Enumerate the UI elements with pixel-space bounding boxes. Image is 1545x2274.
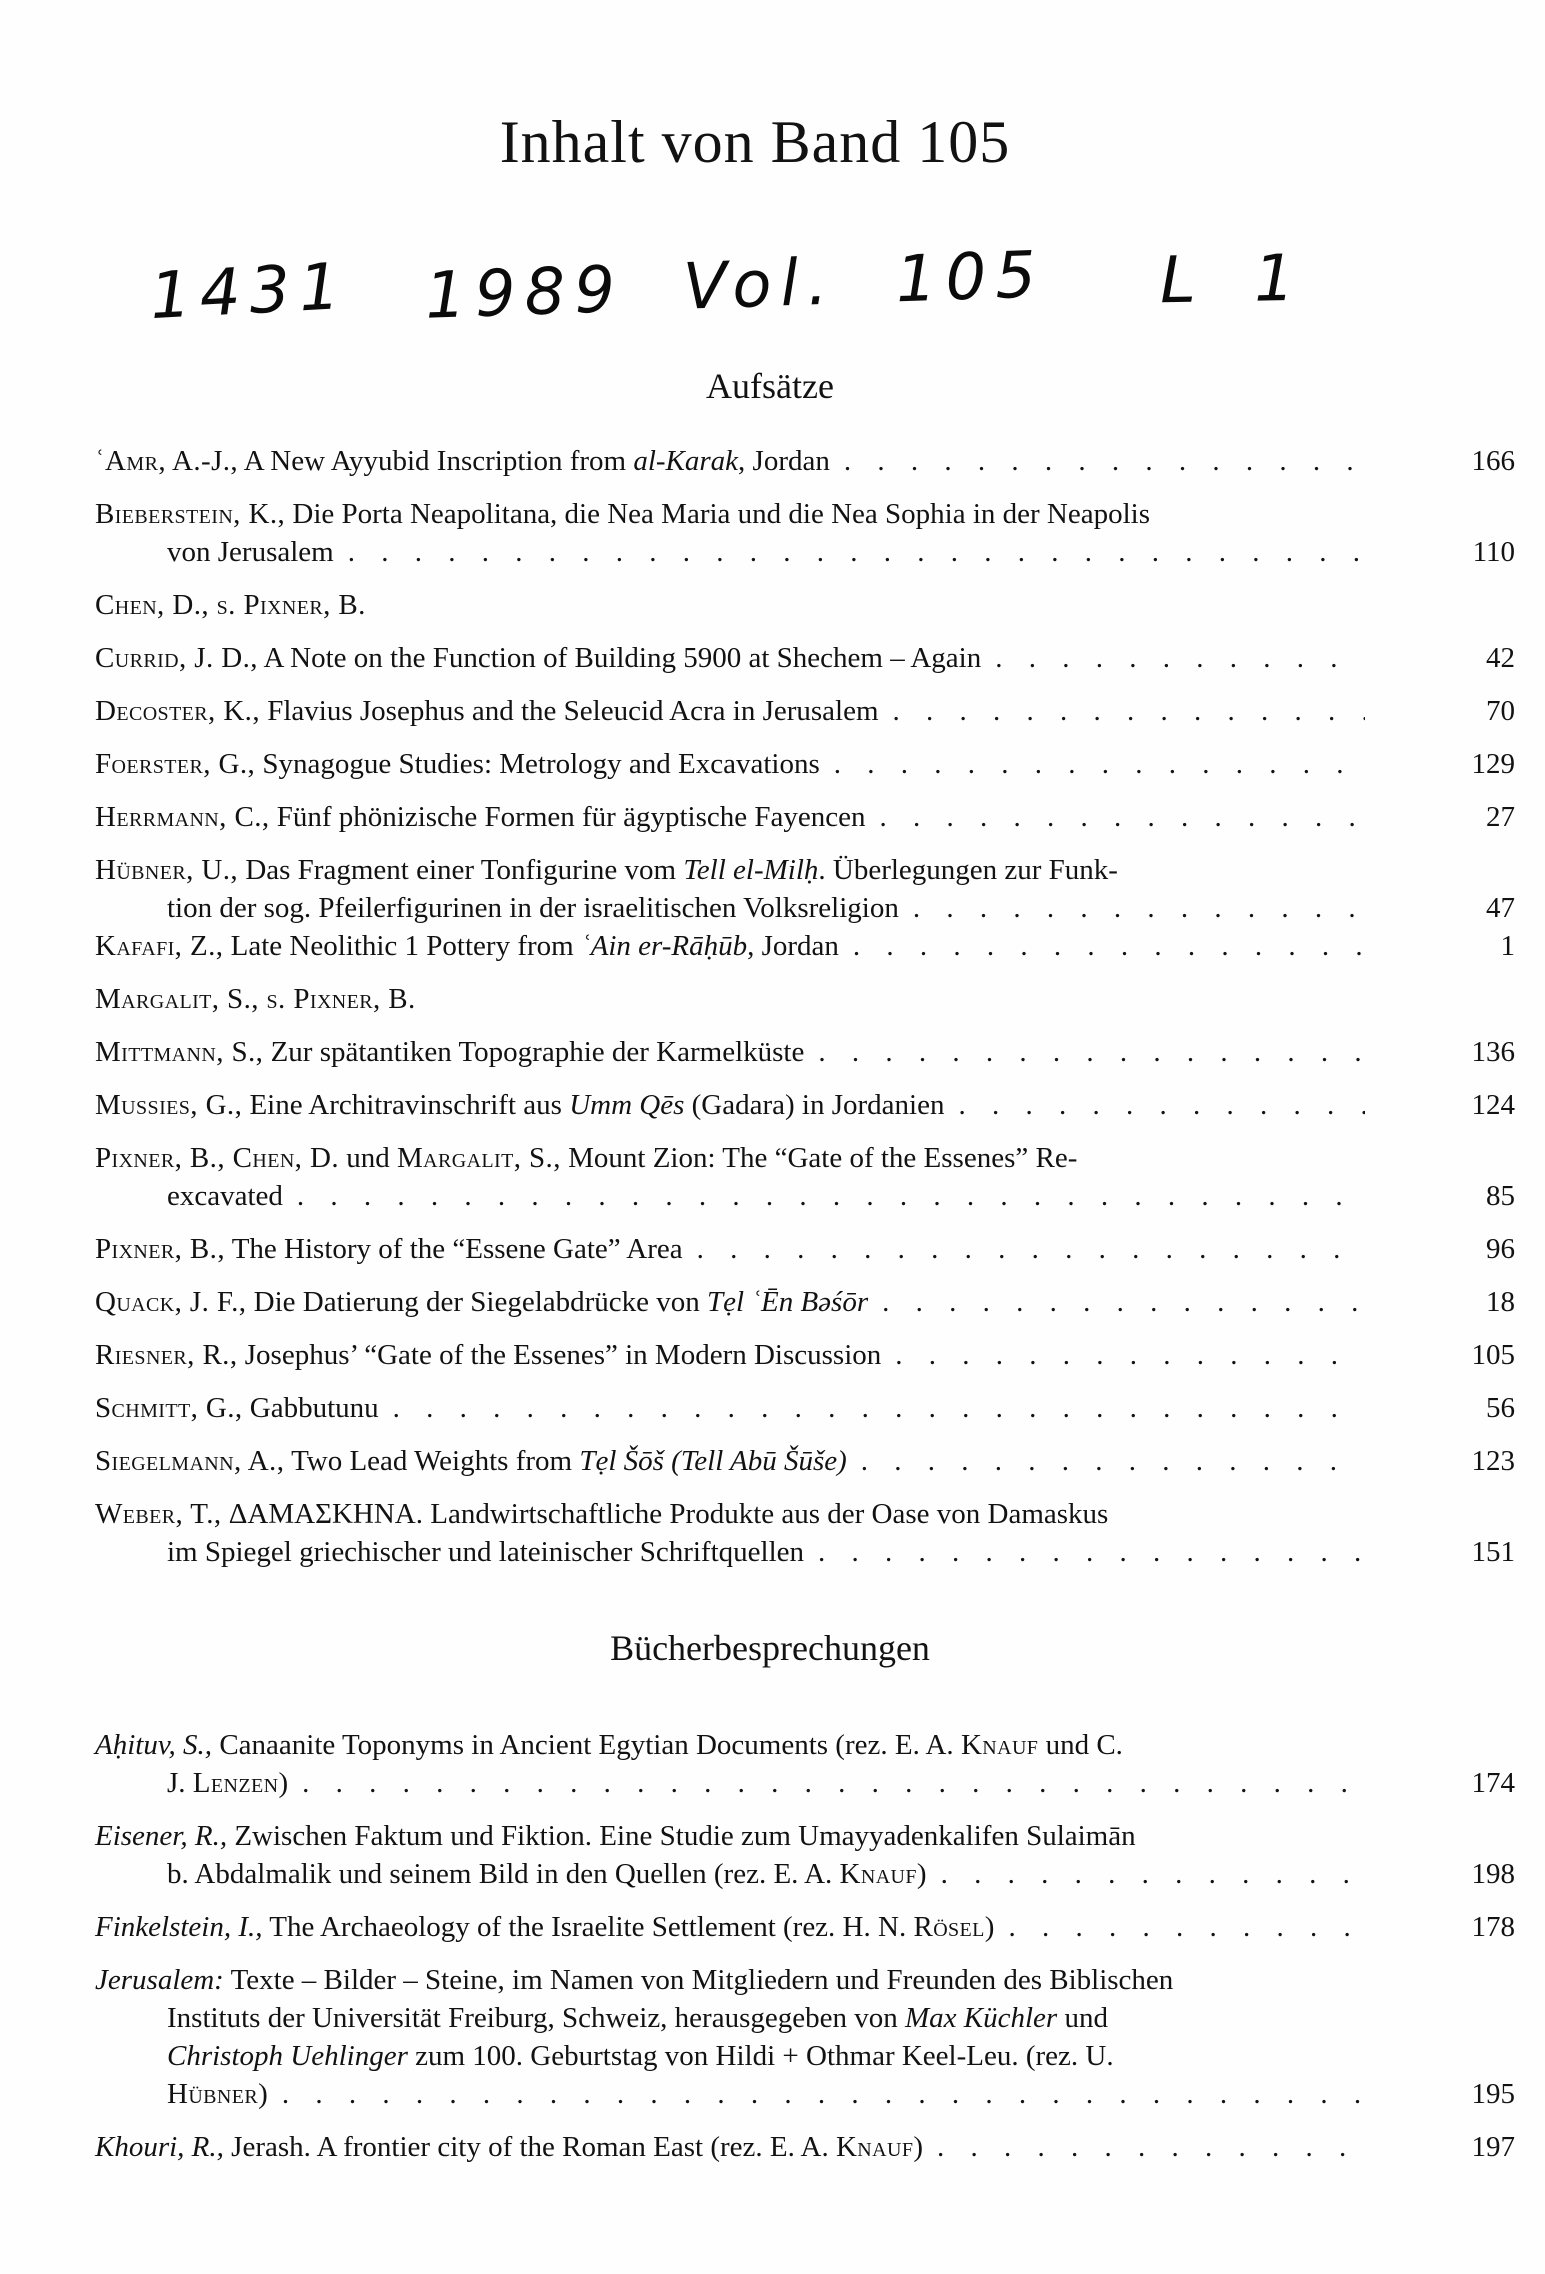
entry-line [95,639,1515,677]
author-smallcaps: Decoster, K., [95,695,260,727]
entry-line [95,980,1515,1018]
entry-line [95,533,1515,571]
text-run: ) [984,1911,995,1943]
toc-entry [95,851,1515,927]
entry-line [95,1908,1515,1946]
entry-text [95,639,981,677]
text-run: Die Datierung der Siegelabdrücke von [246,1286,708,1318]
text-run: Zwischen Faktum und Fiktion. Eine Studie zum Umayyadenkalifen Sulaimān [227,1820,1136,1852]
page-number: 85 [1486,1180,1515,1212]
dot-leader [297,1177,1365,1215]
author-smallcaps: Hübner [167,2078,259,2110]
page-number: 27 [1486,801,1515,833]
text-run: im Spiegel griechischer und lateinischer Schriftquellen [167,1536,804,1568]
dot-leader [834,745,1365,783]
toc-entry [95,980,1515,1018]
author-smallcaps: Schmitt, G., [95,1392,243,1424]
author-smallcaps: Mussies, G., [95,1089,243,1121]
entry-line [95,2037,1515,2075]
entry-text [95,1961,1173,1999]
text-run: excavated [167,1180,283,1212]
page-number: 129 [1471,748,1515,780]
text-run: , Jordan [738,445,830,477]
entry-text [95,1230,683,1268]
author-smallcaps: Kafafi, Z., [95,930,224,962]
page-number: 70 [1486,695,1515,727]
italic-term: Finkelstein, I., [95,1911,263,1943]
italic-term: Umm Qēs [569,1089,685,1121]
italic-term: Tẹl ʿĒn Bəśōr [707,1286,869,1318]
author-smallcaps: Bieberstein, K., [95,498,286,530]
entry-line [95,927,1515,965]
author-smallcaps: Rösel [913,1911,985,1943]
entry-line [95,1999,1515,2037]
toc-entry [95,1230,1515,1268]
entry-line [95,692,1515,730]
entry-text [167,2075,268,2113]
text-run: J. [167,1767,193,1799]
entry-text [95,1442,847,1480]
text-run: Zur spätantiken Topographie der Karmelküste [263,1036,805,1068]
text-run: , Jordan [747,930,839,962]
entry-line [95,798,1515,836]
entry-text [95,927,839,965]
dot-leader [844,442,1365,480]
text-run: Mount Zion: The “Gate of the Essenes” Re- [560,1142,1078,1174]
entry-text [95,1495,1108,1533]
entry-text [167,1533,804,1571]
text-run: Texte – Bilder – Steine, im Namen von Mitgliedern und Freunden des Biblischen [223,1964,1174,1996]
entry-text [95,1389,379,1427]
entry-line [95,1495,1515,1533]
entry-line [95,1855,1515,1893]
text-run: Late Neolithic 1 Pottery from [223,930,581,962]
entry-text [95,1283,868,1321]
entry-line [95,1726,1515,1764]
page-number: 47 [1486,892,1515,924]
dot-leader [697,1230,1365,1268]
toc-entry [95,1908,1515,1946]
text-run: Synagogue Studies: Metrology and Excavations [255,748,820,780]
article-list [95,442,1515,1571]
entry-text [95,442,830,480]
entry-line [95,442,1515,480]
author-smallcaps: Foerster, G., [95,748,256,780]
author-smallcaps: Pixner, B., [95,1233,225,1265]
text-run: und C. [1038,1729,1123,1761]
author-smallcaps: Margalit, S., [396,1142,561,1174]
dot-leader [853,927,1365,965]
entry-text [95,1817,1136,1855]
handwritten-shelf-mark: L 1 [1159,241,1305,319]
dot-leader [348,533,1365,571]
entry-text [95,586,366,624]
entry-text [95,1033,804,1071]
entry-text [95,851,1118,889]
entry-text [167,1855,927,1893]
dot-leader [1008,1908,1365,1946]
entry-line [95,1533,1515,1571]
entry-text [95,495,1150,533]
entry-text [167,1177,283,1215]
page-number: 105 [1471,1339,1515,1371]
text-run: ΔΑΜΑΣΚΗΝΑ. Landwirtschaftliche Produkte aus der Oase von Damaskus [221,1498,1109,1530]
entry-text [95,1086,944,1124]
entry-text [167,2037,1114,2075]
toc-entry [95,1726,1515,1802]
author-smallcaps: Mittmann, S., [95,1036,264,1068]
text-run: A New Ayyubid Inscription from [238,445,634,477]
entry-line [95,1764,1515,1802]
section-buecherbesprechungen [95,1627,1515,2166]
page-number: 56 [1486,1392,1515,1424]
dot-leader [879,798,1365,836]
text-run: ) [913,2131,924,2163]
text-run: ) [278,1767,289,1799]
dot-leader [818,1033,1365,1071]
handwritten-annotation [95,177,1515,345]
author-smallcaps: Pixner, B., Chen, D. [95,1142,339,1174]
entry-line [95,745,1515,783]
text-run: . Überlegungen zur Funk- [818,854,1118,886]
toc-entry [95,1817,1515,1893]
page-number: 174 [1471,1767,1515,1799]
entry-line [95,1139,1515,1177]
dot-leader [302,1764,1365,1802]
text-run: und [1057,2002,1108,2034]
dot-leader [393,1389,1365,1427]
author-smallcaps: Knauf [835,2131,914,2163]
entry-line [95,1283,1515,1321]
handwritten-accession-number: 1431 [148,249,351,335]
entry-text [95,1139,1077,1177]
entry-line [95,1033,1515,1071]
page-number: 123 [1471,1445,1515,1477]
toc-entry [95,1336,1515,1374]
italic-term: Jerusalem: [95,1964,224,1996]
entry-text [95,1908,994,1946]
author-smallcaps: Siegelmann, A., [95,1445,285,1477]
toc-entry [95,798,1515,836]
entry-line [95,1230,1515,1268]
text-run: Flavius Josephus and the Seleucid Acra in Jerusalem [259,695,879,727]
page-number: 198 [1471,1858,1515,1890]
author-smallcaps: Lenzen [192,1767,279,1799]
entry-line [95,1177,1515,1215]
dot-leader [282,2075,1365,2113]
dot-leader [893,692,1365,730]
italic-term: Max Küchler [905,2002,1058,2034]
text-run: Das Fragment einer Tonfigurine vom [238,854,684,886]
author-smallcaps: Margalit, S., s. Pixner, B. [95,983,416,1015]
text-run: b. Abdalmalik und seinem Bild in den Quellen (rez. E. A. [167,1858,840,1890]
author-smallcaps: Quack, J. F., [95,1286,247,1318]
dot-leader [861,1442,1365,1480]
dot-leader [882,1283,1365,1321]
author-smallcaps: Knauf [839,1858,917,1890]
section-heading-aufsaetze: Aufsätze [706,366,834,406]
section-heading-buecherbesprechungen: Bücherbesprechungen [610,1628,930,1668]
entry-line [95,1817,1515,1855]
entry-text [95,692,879,730]
author-smallcaps: Currid, J. D., [95,642,258,674]
text-run: (Gadara) in Jordanien [684,1089,945,1121]
toc-entry [95,1139,1515,1215]
entry-line [95,1086,1515,1124]
entry-line [95,851,1515,889]
entry-text [167,1999,1108,2037]
toc-entry [95,1961,1515,2113]
text-run: Gabbutunu [242,1392,379,1424]
entry-text [95,1726,1123,1764]
dot-leader [941,1855,1365,1893]
author-smallcaps: Weber, T., [95,1498,222,1530]
italic-term: Aḥituv, S., [95,1729,213,1761]
italic-term: Christoph Uehlinger [167,2040,408,2072]
text-run: ) [258,2078,268,2110]
italic-term: Tẹl Šōš (Tell Abū Šūše) [579,1445,847,1477]
entry-text [95,1336,881,1374]
italic-term: Khouri, R., [95,2131,224,2163]
text-run: Two Lead Weights from [284,1445,580,1477]
text-run: Josephus’ “Gate of the Essenes” in Modern Discussion [237,1339,882,1371]
page-number: 166 [1471,445,1515,477]
toc-entry [95,495,1515,571]
dot-leader [818,1533,1365,1571]
dot-leader [958,1086,1365,1124]
page-number: 136 [1471,1036,1515,1068]
text-run: zum 100. Geburtstag von Hildi + Othmar Keel-Leu. (rez. U. [407,2040,1114,2072]
entry-line [95,2128,1515,2166]
entry-text [95,2128,923,2166]
entry-text [167,533,334,571]
toc-entry [95,1442,1515,1480]
text-run: Jerash. A frontier city of the Roman East (rez. E. A. [223,2131,836,2163]
italic-term: Eisener, R., [95,1820,228,1852]
author-smallcaps: Riesner, R., [95,1339,238,1371]
review-list [95,1726,1515,2166]
handwritten-volume-note: 1989 Vol. 105 [423,238,1047,334]
page-number: 42 [1486,642,1515,674]
page-number: 1 [1500,930,1515,962]
toc-entry [95,1495,1515,1571]
toc-entry [95,1033,1515,1071]
entry-line [95,2075,1515,2113]
dot-leader [995,639,1365,677]
italic-term: Tell el-Milḥ [683,854,819,886]
page-number: 151 [1471,1536,1515,1568]
author-smallcaps: Chen, D., s. Pixner, B. [95,589,366,621]
text-run: Die Porta Neapolitana, die Nea Maria und die Nea Sophia in der Neapolis [285,498,1151,530]
entry-text [167,1764,288,1802]
entry-text [167,889,899,927]
entry-line [95,889,1515,927]
text-run: von Jerusalem [167,536,334,568]
text-run: The Archaeology of the Israelite Settlement (rez. H. N. [262,1911,914,1943]
text-run: The History of the “Essene Gate” Area [224,1233,683,1265]
author-smallcaps: Herrmann, C., [95,801,270,833]
page-number: 195 [1471,2078,1515,2110]
text-run: Instituts der Universität Freiburg, Schweiz, herausgegeben von [167,2002,905,2034]
toc-entry [95,2128,1515,2166]
toc-entry [95,1389,1515,1427]
author-smallcaps: Hübner, U., [95,854,239,886]
toc-entry [95,1283,1515,1321]
entry-text [95,980,416,1018]
dot-leader [937,2128,1365,2166]
page-number: 18 [1486,1286,1515,1318]
entry-line [95,1336,1515,1374]
page-number: 110 [1472,536,1515,568]
entry-line [95,1961,1515,1999]
text-run: tion der sog. Pfeilerfigurinen in der israelitischen Volksreligion [167,892,899,924]
toc-entry [95,586,1515,624]
entry-line [95,1389,1515,1427]
toc-entry [95,927,1515,965]
entry-line [95,495,1515,533]
italic-term: ʿAin er-Rāḥūb [580,930,748,962]
dot-leader [895,1336,1365,1374]
text-run: und [338,1142,397,1174]
author-smallcaps: Knauf [960,1729,1039,1761]
entry-line [95,586,1515,624]
page-number: 124 [1471,1089,1515,1121]
author-smallcaps: ʿAmr, A.-J., [95,445,239,477]
text-run: Canaanite Toponyms in Ancient Egytian Documents (rez. E. A. [212,1729,961,1761]
text-run: Fünf phönizische Formen für ägyptische Fayencen [269,801,866,833]
toc-entry [95,692,1515,730]
italic-term: al-Karak [633,445,739,477]
entry-text [95,745,820,783]
text-run: ) [916,1858,927,1890]
section-aufsaetze [95,365,1515,1571]
toc-entry [95,1086,1515,1124]
page-number: 178 [1471,1911,1515,1943]
page-title: Inhalt von Band 105 [499,109,1011,175]
toc-entry [95,639,1515,677]
toc-entry [95,745,1515,783]
text-run: A Note on the Function of Building 5900 at Shechem – Again [257,642,982,674]
text-run: Eine Architravinschrift aus [242,1089,570,1121]
toc-entry [95,442,1515,480]
entry-line [95,1442,1515,1480]
entry-text [95,798,865,836]
page-number: 96 [1486,1233,1515,1265]
page-number: 197 [1471,2131,1515,2163]
dot-leader [913,889,1365,927]
